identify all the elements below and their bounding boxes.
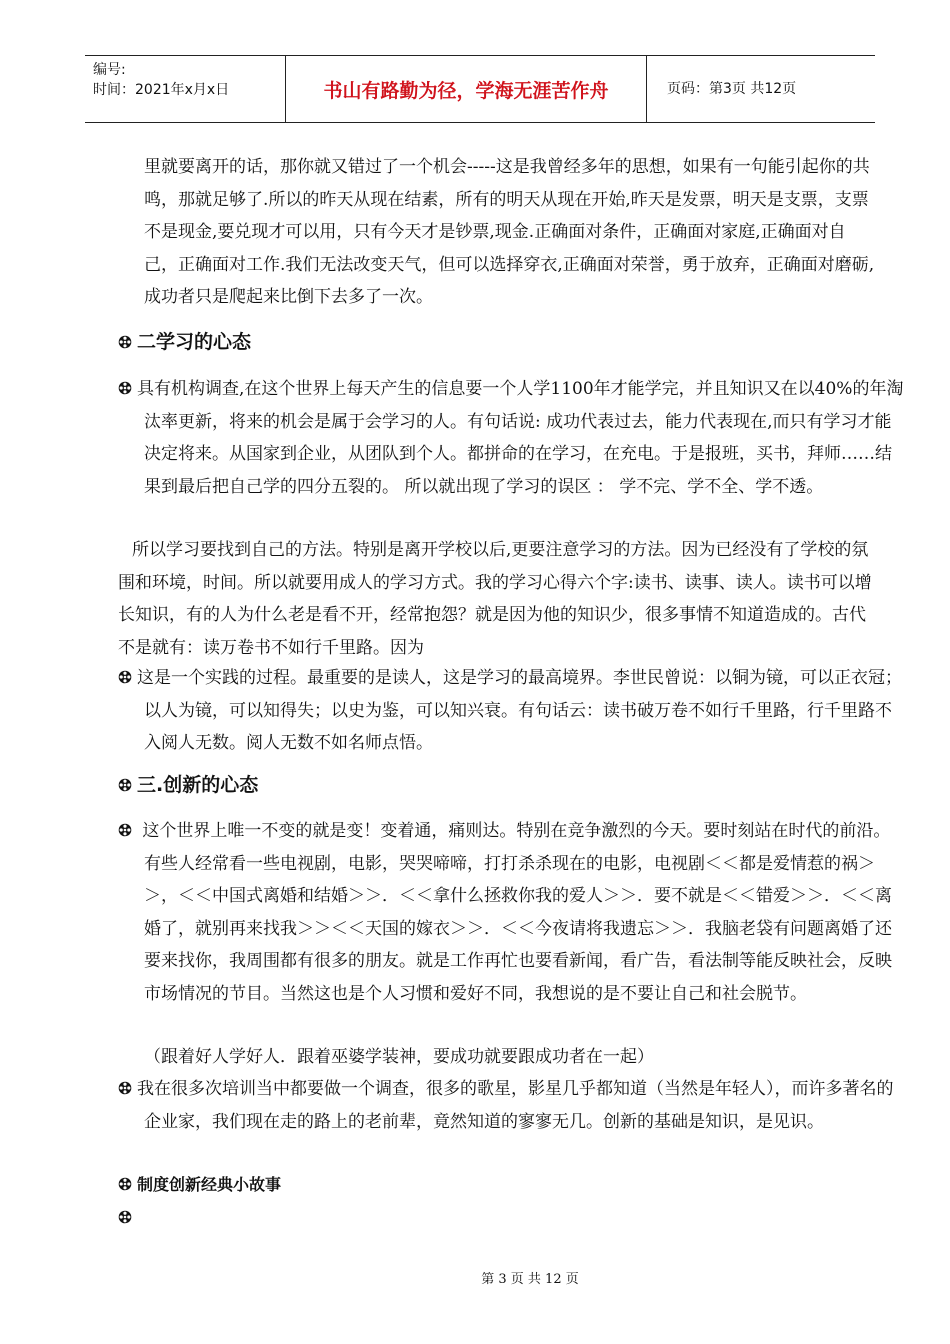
header-meta: [93, 60, 283, 100]
paragraph-text: 这个世界上唯一不变的就是变！变着通，痛则达。特别在竞争激烈的今天。要时刻站在时代的前沿。有些人经常看一些电视剧，电影，哭哭啼啼，打打杀杀现在的电影，电视剧＜＜都是爱情惹的祸＞＞，＜＜中国式离婚和结婚＞＞．＜＜拿什么拯救你我的爱人＞＞．要不就是＜＜错爱＞＞．＜＜离婚了，就别再来找我＞＞＜＜天国的嫁衣＞＞．＜＜今夜请将我遗忘＞＞．我脑老袋有问题离婚了还要来找你，我周围都有很多的朋友。就是工作再忙也要看新闻，看广告，看法制等能反映社会，反映市场情况的节目。当然这也是个人习惯和爱好不同，我想说的是不要让自己和社会脱节。: [137, 821, 892, 1004]
intro-paragraph: 里就要离开的话，那你就又错过了一个机会-----这是我曾经多年的思想，如果有一句能引起你的共鸣，那就足够了.所以的昨天从现在结素，所有的明天从现在开始,昨天是发票，明天是支票，支票不是现金,要兑现才可以用，只有今天才是钞票,现金.正确面对条件，正确面对家庭,正确面对自己，正确面对工作.我们无法改变天气，但可以选择穿衣,正确面对荣誉，勇于放弃，正确面对磨砺,成功者只是爬起来比倒下去多了一次。: [144, 157, 875, 307]
innovation-paragraph-1: [118, 815, 904, 1010]
section-heading-study: [118, 327, 251, 357]
page-footer: 第 3 页 共 12 页: [481, 1272, 579, 1287]
empty-bullet: [118, 1203, 137, 1233]
flower-bullet-icon: [118, 823, 132, 837]
subheading-story: [118, 1170, 281, 1200]
innovation-quote: （跟着好人学好人．跟着巫婆学装神，要成功就要跟成功者在一起）: [144, 1047, 654, 1067]
flower-bullet-icon: [118, 1210, 132, 1224]
heading-text: 三.创新的心态: [137, 774, 259, 796]
flower-bullet-icon: [118, 1081, 132, 1095]
paragraph-text: 具有机构调查,在这个世界上每天产生的信息要一个人学1100年才能学完，并且知识又在以40%的年淘汰率更新，将来的机会是属于会学习的人。有句话说: 成功代表过去，能力代表现在,而只有学习才能决定将来。从国家到企业，从团队到个人。都拼命的在学习，在充电。于是报班，买书，拜师……结果到最后把自己学的四分五裂的。 所以就出现了学习的误区 ： 学不完、学不全、学不透。: [137, 379, 904, 497]
flower-bullet-icon: [118, 1177, 132, 1191]
paragraph-text: 这是一个实践的过程。最重要的是读人，这是学习的最高境界。李世民曾说：以铜为镜，可以正衣冠；以人为镜，可以知得失；以史为鉴，可以知兴衰。有句话云：读书破万卷不如行千里路，行千里路不入阅人无数。阅人无数不如名师点悟。: [137, 668, 902, 753]
study-paragraph-1: [118, 373, 904, 503]
study-paragraph-3: [118, 662, 904, 760]
header-page-info: 页码：第3页 共12页: [667, 81, 797, 97]
number-label: 编号:: [93, 62, 126, 78]
flower-bullet-icon: [118, 381, 132, 395]
flower-bullet-icon: [118, 778, 132, 792]
section-heading-innovation: [118, 770, 258, 800]
paragraph-text: 我在很多次培训当中都要做一个调查，很多的歌星，影星几乎都知道（当然是年轻人），而许多著名的企业家，我们现在走的路上的老前辈，竟然知道的寥寥无几。创新的基础是知识，是见识。: [137, 1079, 894, 1132]
time-label: 时间：2021年x月x日: [93, 82, 230, 98]
subheading-text: 制度创新经典小故事: [137, 1175, 282, 1194]
page-header: [85, 55, 875, 123]
flower-bullet-icon: [118, 670, 132, 684]
heading-text: 二学习的心态: [137, 331, 252, 353]
innovation-paragraph-2: [118, 1073, 904, 1138]
header-motto: 书山有路勤为径，学海无涯苦作舟: [285, 56, 647, 122]
study-paragraph-2: 所以学习要找到自己的方法。特别是离开学校以后,更要注意学习的方法。因为已经没有了学校的氛围和环境，时间。所以就要用成人的学习方式。我的学习心得六个字:读书、读事、读人。读书可以增长知识，有的人为什么老是看不开，经常抱怨？就是因为他的知识少，很多事情不知道造成的。古代不是就有：读万卷书不如行千里路。因为: [118, 540, 872, 658]
flower-bullet-icon: [118, 335, 132, 349]
